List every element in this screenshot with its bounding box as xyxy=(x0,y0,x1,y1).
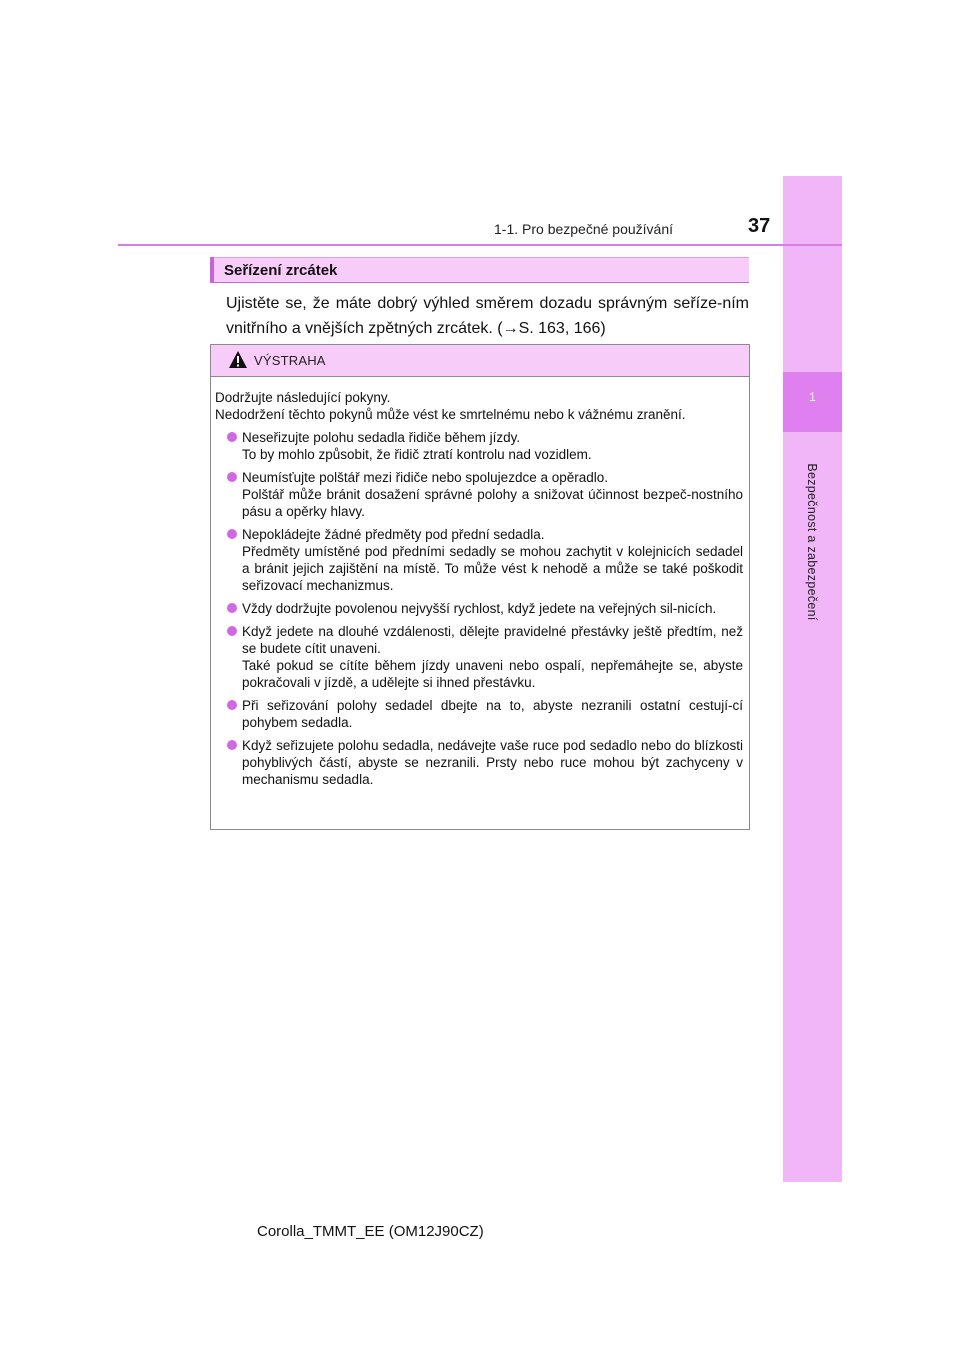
warning-list-item xyxy=(215,600,743,617)
warning-list xyxy=(215,429,743,788)
footer-document-code: Corolla_TMMT_EE (OM12J90CZ) xyxy=(257,1223,484,1240)
bullet-dot-icon xyxy=(227,626,237,636)
list-item-line: Při seřizování polohy sedadel dbejte na to, abyste nezranili ostatní cestují-cí pohybem sedadla. xyxy=(242,698,743,730)
chapter-number: 1 xyxy=(809,390,816,404)
section-heading-text: Seřízení zrcátek xyxy=(224,262,338,279)
warning-intro-line: Dodržujte následující pokyny. xyxy=(215,390,391,405)
warning-list-item xyxy=(215,623,743,691)
warning-list-item xyxy=(215,469,743,520)
warning-list-item xyxy=(215,429,743,463)
warning-header xyxy=(211,345,749,377)
list-item-line: Když seřizujete polohu sedadla, nedávejte vaše ruce pod sedadlo nebo do blízkosti pohyblivých částí, abyste se nezranili. Prsty nebo ruce mohou být zachyceny v mechanismu sedadla. xyxy=(242,738,743,787)
bullet-dot-icon xyxy=(227,700,237,710)
warning-list-item xyxy=(215,526,743,594)
section-heading-marker xyxy=(210,257,214,283)
list-item-line: Předměty umístěné pod předními sedadly se mohou zachytit v kolejnicích sedadel a bránit jejich zajištění na místě. To může vést k nehodě a může se také poškodit seřizovací mechanizmus. xyxy=(242,544,743,593)
warning-intro xyxy=(215,389,743,423)
list-item-line: Neseřizujte polohu sedadla řidiče během jízdy. xyxy=(242,430,521,445)
bullet-dot-icon xyxy=(227,529,237,539)
warning-list-item xyxy=(215,697,743,731)
list-item-line: Vždy dodržujte povolenou nejvyšší rychlost, když jedete na veřejných sil-nicích. xyxy=(242,601,717,616)
list-item-line: Když jedete na dlouhé vzdálenosti, dělejte pravidelné přestávky ještě předtím, než se budete cítit unaveni. xyxy=(242,624,743,656)
bullet-dot-icon xyxy=(227,603,237,613)
list-item-line: Neumísťujte polštář mezi řidiče nebo spolujezdce a opěradlo. xyxy=(242,470,609,485)
page-number: 37 xyxy=(748,215,771,237)
list-item-line: Nepokládejte žádné předměty pod přední sedadla. xyxy=(242,527,545,542)
section-heading xyxy=(210,257,749,283)
bullet-dot-icon xyxy=(227,740,237,750)
list-item-line: To by mohlo způsobit, že řidič ztratí kontrolu nad vozidlem. xyxy=(242,447,592,462)
list-item-line: Polštář může bránit dosažení správné polohy a snižovat účinnost bezpeč-nostního pásu a opěrky hlavy. xyxy=(242,487,743,519)
bullet-dot-icon xyxy=(227,472,237,482)
header-rule xyxy=(118,244,842,246)
list-item-line: Také pokud se cítíte během jízdy unaveni nebo ospalí, nepřemáhejte se, abyste pokračovali v jízdě, a udělejte si ihned přestávku. xyxy=(242,658,743,690)
header-section-title: 1-1. Pro bezpečné používání xyxy=(494,221,674,237)
warning-triangle-icon xyxy=(228,350,248,369)
section-intro: Ujistěte se, že máte dobrý výhled směrem dozadu správným seříze-ním vnitřního a vnějších zpětných zrcátek. (→S. 163, 166) xyxy=(226,295,749,337)
warning-intro-line: Nedodržení těchto pokynů může vést ke smrtelnému nebo k vážnému zranění. xyxy=(215,407,686,422)
warning-title: VÝSTRAHA xyxy=(254,353,326,368)
bullet-dot-icon xyxy=(227,432,237,442)
warning-body xyxy=(215,389,743,794)
chapter-title: Bezpečnost a zabezpečení xyxy=(805,463,819,621)
chapter-side-tab xyxy=(783,176,842,1182)
warning-box xyxy=(210,344,750,830)
warning-list-item xyxy=(215,737,743,788)
